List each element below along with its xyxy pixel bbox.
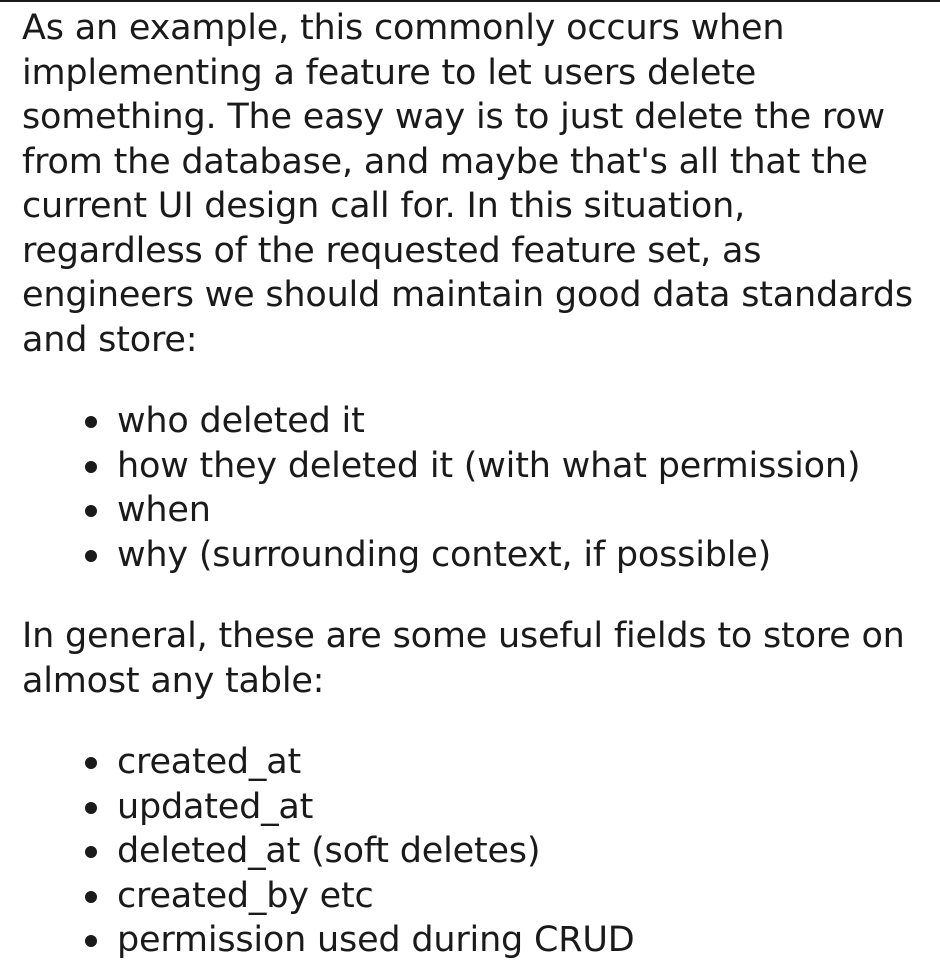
bullet-icon	[85, 550, 97, 562]
intro-paragraph: As an example, this commonly occurs when implementing a feature to let users delete something. The easy way is to just delete the row from the database, and maybe that's all that the current UI design call for. In this situation, regardless of the requested feature set, as engineers we should maintain good data standards and store:	[22, 8, 913, 360]
bullet-icon	[85, 416, 97, 428]
list-item	[22, 874, 922, 919]
list-item	[22, 918, 922, 963]
useful-fields-list	[22, 740, 922, 963]
list-item	[22, 785, 922, 830]
bullet-icon	[85, 505, 97, 517]
list-item	[22, 740, 922, 785]
list-item-text: updated_at	[117, 786, 314, 827]
bullet-icon	[85, 935, 97, 947]
list-item	[22, 829, 922, 874]
list-item	[22, 444, 922, 489]
bullet-icon	[85, 757, 97, 769]
general-paragraph: In general, these are some useful fields to store on almost any table:	[22, 616, 905, 701]
bullet-icon	[85, 891, 97, 903]
list-item-text: when	[117, 490, 211, 530]
bullet-icon	[85, 802, 97, 814]
document-body	[22, 6, 922, 963]
top-divider	[0, 0, 940, 2]
list-item	[22, 399, 922, 444]
list-item-text: created_at	[117, 742, 301, 782]
list-item-text: deleted_at (soft deletes)	[117, 831, 541, 871]
list-item-text: permission used during CRUD	[117, 920, 635, 960]
bullet-icon	[85, 846, 97, 858]
list-item	[22, 533, 922, 578]
bullet-icon	[85, 461, 97, 473]
list-item-text: why (surrounding context, if possible)	[117, 534, 772, 575]
list-item-text: who deleted it	[117, 401, 365, 441]
deletion-metadata-list	[22, 399, 922, 577]
list-item	[22, 488, 922, 533]
list-item-text: how they deleted it (with what permission)	[117, 445, 861, 486]
list-item-text: created_by etc	[117, 875, 374, 916]
